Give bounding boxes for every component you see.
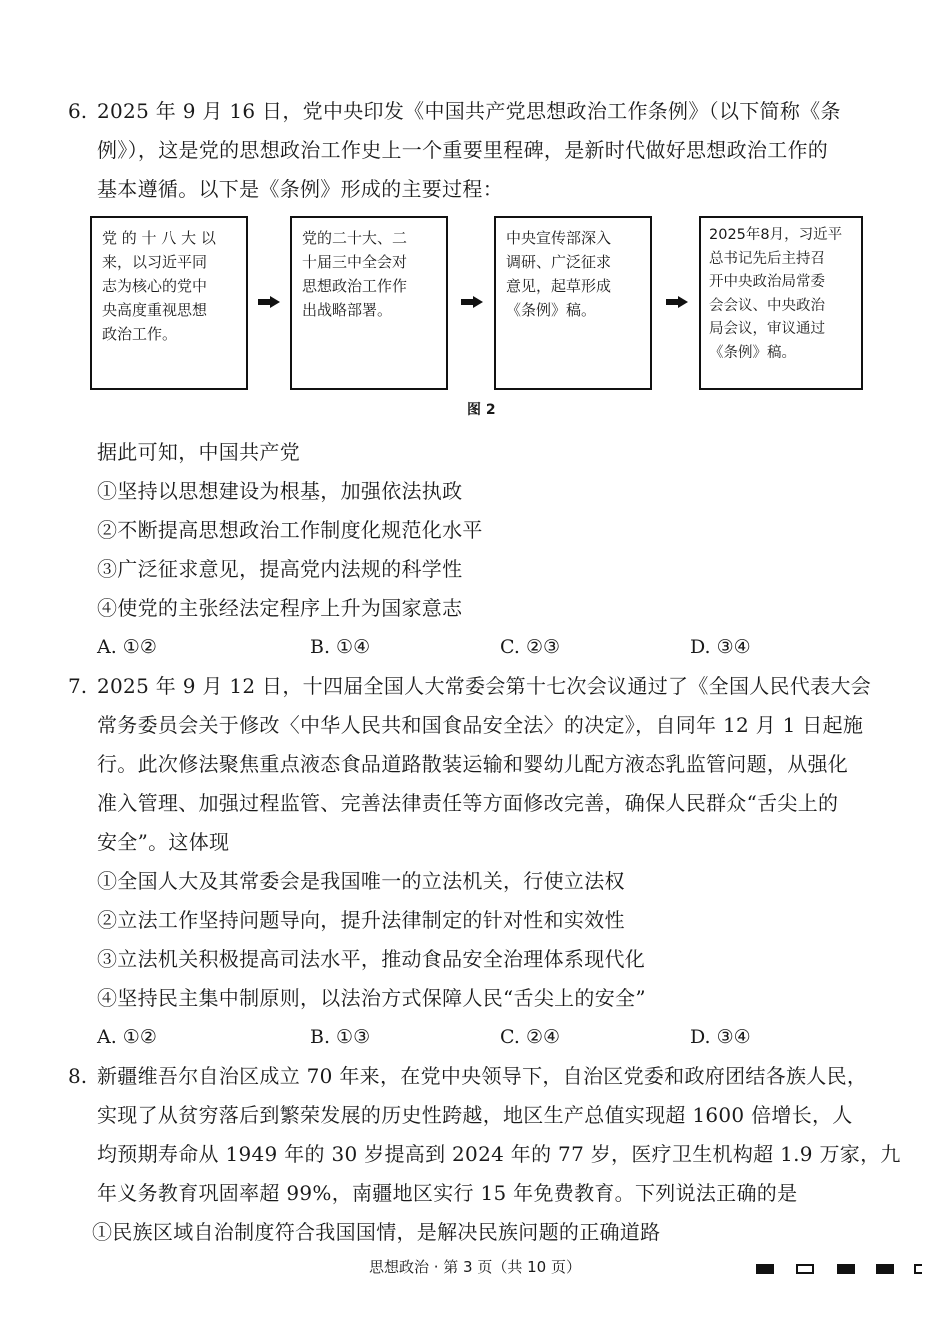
flow-text: 2025年8月，习近平 xyxy=(709,227,843,243)
flow-box-1 xyxy=(90,216,248,390)
q6-number: 6. xyxy=(68,99,88,123)
q8-stem-line: 年义务教育巩固率超 99%，南疆地区实行 15 年免费教育。下列说法正确的是 xyxy=(97,1181,798,1205)
arrow-right-icon xyxy=(666,296,688,308)
q8-stem-line: 实现了从贫穷落后到繁荣发展的历史性跨越，地区生产总值实现超 1600 倍增长，人 xyxy=(97,1103,853,1127)
flow-text: 会会议、中央政治 xyxy=(709,297,825,314)
q7-number: 7. xyxy=(68,674,88,698)
flow-text: 调研、广泛征求 xyxy=(506,253,612,271)
flow-text: 党的二十大、二 xyxy=(302,229,408,247)
q6-statement: ④使党的主张经法定程序上升为国家意志 xyxy=(97,596,463,620)
flow-text: 思想政治工作作 xyxy=(302,277,408,295)
flow-text: 总书记先后主持召 xyxy=(709,250,825,267)
q6-option-c: C. ②③ xyxy=(500,636,561,658)
q8-stem-line: 新疆维吾尔自治区成立 70 年来，在党中央领导下，自治区党委和政府团结各族人民， xyxy=(97,1064,868,1088)
q7-option-c: C. ②④ xyxy=(500,1026,561,1048)
arrow-right-icon xyxy=(461,296,483,308)
q6-statement: ②不断提高思想政治工作制度化规范化水平 xyxy=(97,518,483,542)
flow-text: 中央宣传部深入 xyxy=(506,229,612,247)
arrow-right-icon xyxy=(258,296,280,308)
flow-box-4 xyxy=(699,216,863,390)
q6-lead: 据此可知，中国共产党 xyxy=(97,440,300,464)
flow-text: 央高度重视思想 xyxy=(102,301,208,319)
q8-stem-line: 均预期寿命从 1949 年的 30 岁提高到 2024 年的 77 岁，医疗卫生机构超 1.9 万家，九 xyxy=(97,1142,901,1166)
q7-statement: ③立法机关积极提高司法水平，推动食品安全治理体系现代化 xyxy=(97,947,646,971)
q7-option-a: A. ①② xyxy=(97,1026,157,1048)
flow-text: 《条例》稿。 xyxy=(506,301,597,319)
q8-number: 8. xyxy=(68,1064,88,1088)
flow-text: 意见，起草形成 xyxy=(506,277,612,295)
flow-box-3 xyxy=(494,216,652,390)
scan-mark xyxy=(756,1264,774,1274)
flow-text: 《条例》稿。 xyxy=(709,344,796,361)
flow-text: 政治工作。 xyxy=(102,325,178,343)
q7-option-d: D. ③④ xyxy=(690,1026,751,1048)
q7-stem-line: 常务委员会关于修改〈中华人民共和国食品安全法〉的决定》，自同年 12 月 1 日起施 xyxy=(97,713,864,737)
scan-mark xyxy=(837,1264,855,1274)
flow-text: 局会议，审议通过 xyxy=(709,321,825,337)
q7-option-b: B. ①③ xyxy=(310,1026,371,1048)
flow-text: 十届三中全会对 xyxy=(302,253,408,271)
flow-text: 党 的 十 八 大 以 xyxy=(102,229,216,247)
flow-text: 开中央政治局常委 xyxy=(709,274,825,290)
q7-stem-line: 安全”。这体现 xyxy=(97,830,230,854)
scan-mark xyxy=(796,1264,814,1274)
q6-stem-line: 2025 年 9 月 16 日，党中央印发《中国共产党思想政治工作条例》（以下简称《条 xyxy=(97,99,841,123)
q7-statement: ④坚持民主集中制原则，以法治方式保障人民“舌尖上的安全” xyxy=(97,986,646,1010)
flow-box-2 xyxy=(290,216,448,390)
q7-statement: ②立法工作坚持问题导向，提升法律制定的针对性和实效性 xyxy=(97,908,625,932)
flow-text: 志为核心的党中 xyxy=(102,277,208,295)
q7-stem-line: 2025 年 9 月 12 日，十四届全国人大常委会第十七次会议通过了《全国人民代表大会 xyxy=(97,674,872,698)
flow-text: 来，以习近平同 xyxy=(102,253,208,271)
scan-mark xyxy=(914,1264,922,1274)
q6-stem-line: 例》），这是党的思想政治工作史上一个重要里程碑，是新时代做好思想政治工作的 xyxy=(97,138,829,162)
page-footer: 思想政治 · 第 3 页（共 10 页） xyxy=(368,1258,581,1276)
q6-option-d: D. ③④ xyxy=(690,636,751,658)
figure-caption: 图 2 xyxy=(467,402,496,418)
q6-stem-line: 基本遵循。以下是《条例》形成的主要过程： xyxy=(97,177,503,201)
q6-statement: ①坚持以思想建设为根基，加强依法执政 xyxy=(97,479,463,503)
scan-mark xyxy=(876,1264,894,1274)
q7-statement: ①全国人大及其常委会是我国唯一的立法机关，行使立法权 xyxy=(97,869,625,893)
q6-option-b: B. ①④ xyxy=(310,636,371,658)
q7-stem-line: 准入管理、加强过程监管、完善法律责任等方面修改完善，确保人民群众“舌尖上的 xyxy=(97,791,839,815)
q8-statement: ①民族区域自治制度符合我国国情，是解决民族问题的正确道路 xyxy=(92,1220,661,1244)
q6-statement: ③广泛征求意见，提高党内法规的科学性 xyxy=(97,557,463,581)
flow-text: 出战略部署。 xyxy=(302,301,393,319)
q6-option-a: A. ①② xyxy=(97,636,157,658)
q7-stem-line: 行。此次修法聚焦重点液态食品道路散装运输和婴幼儿配方液态乳监管问题，从强化 xyxy=(97,752,849,776)
